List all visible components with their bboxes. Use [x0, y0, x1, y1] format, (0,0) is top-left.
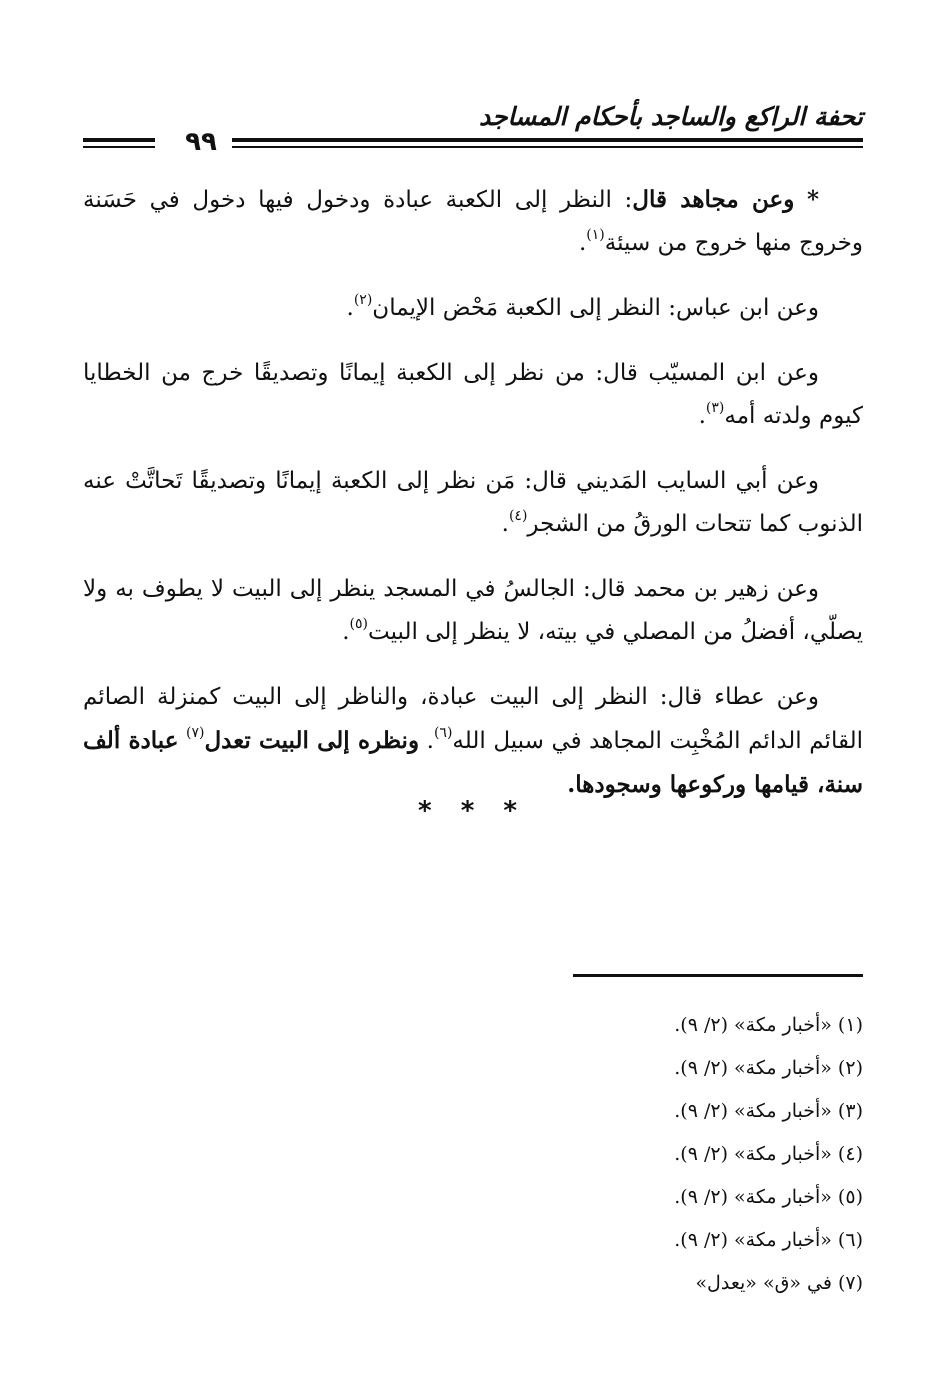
footnote-ref-1[interactable]: (١)	[586, 227, 605, 243]
paragraph-text: وعن ابن المسيّب قال: من نظر إلى الكعبة إيمانًا وتصديقًا خرج من الخطايا كيوم ولدته أمه	[83, 360, 863, 429]
footnote-rule	[573, 974, 863, 977]
paragraph-text: وعن أبي السايب المَديني قال: مَن نظر إلى الكعبة إيمانًا وتصديقًا تَحاتَّتْ عنه الذنوب كما تتحات الورقُ من الشجر	[83, 468, 863, 537]
footnote-ref-6[interactable]: (٦)	[433, 725, 453, 741]
paragraph-end: .	[578, 230, 587, 256]
paragraph-ata	[83, 676, 863, 807]
paragraph-text: وعن عطاء قال: النظر إلى البيت عبادة، والناظر إلى البيت كمنزلة الصائم القائم الدائم المُخْبِت المجاهد في سبيل الله	[83, 684, 863, 754]
paragraph-abu-al-sayib	[83, 460, 863, 546]
footnote-ref-3[interactable]: (٣)	[705, 400, 725, 416]
paragraph-end: .	[698, 403, 706, 429]
footnote-ref-5[interactable]: (٥)	[349, 616, 368, 632]
paragraph-zuhair	[83, 568, 863, 654]
footnote-ref-4[interactable]: (٤)	[508, 508, 528, 524]
paragraph-end: .	[501, 511, 509, 537]
paragraph-mujahid	[83, 178, 863, 265]
header-rule-short	[83, 138, 155, 150]
main-text	[83, 178, 863, 829]
footnote-ref-2[interactable]: (٢)	[353, 292, 373, 308]
page-number: ٩٩	[185, 127, 217, 157]
paragraph-end: .	[426, 728, 434, 754]
bold-phrase-start: ونظره إلى البيت تعدل	[204, 727, 420, 754]
footnote-item: (٤) «أخبار مكة» (٢/ ٩).	[674, 1143, 863, 1165]
running-header-title: تحفة الراكع والساجد بأحكام المساجد	[478, 102, 863, 131]
footnote-item: (٦) «أخبار مكة» (٢/ ٩).	[674, 1229, 863, 1251]
paragraph-end: .	[346, 295, 354, 321]
footnote-item: (٥) «أخبار مكة» (٢/ ٩).	[674, 1186, 863, 1208]
footnotes	[463, 1004, 863, 1305]
footnote-item: (٢) «أخبار مكة» (٢/ ٩).	[674, 1057, 863, 1079]
section-separator: * * *	[418, 796, 527, 826]
paragraph-ibn-abbas	[83, 287, 863, 330]
paragraph-text: وعن زهير بن محمد قال: الجالسُ في المسجد ينظر إلى البيت لا يطوف به ولا يصلّي، أفضلُ من المصلي في بيته، لا ينظر إلى البيت	[83, 576, 863, 645]
paragraph-ibn-musayyib	[83, 352, 863, 438]
header-rule-long	[232, 138, 863, 150]
paragraph-end: .	[342, 619, 350, 645]
paragraph-lead: وعن مجاهد قال	[632, 186, 795, 213]
paragraph-text: : النظر إلى الكعبة عبادة ودخول فيها دخول في حَسَنة وخروج منها خروج من سيئة	[83, 187, 863, 256]
footnote-item: (٧) في «ق» «يعدل»	[695, 1272, 863, 1294]
footnote-item: (٣) «أخبار مكة» (٢/ ٩).	[674, 1100, 863, 1122]
bold-phrase-end: عبادة ألف سنة، قيامها وركوعها وسجودها.	[83, 727, 863, 798]
footnote-item: (١) «أخبار مكة» (٢/ ٩).	[674, 1014, 863, 1036]
footnote-ref-7[interactable]: (٧)	[186, 725, 205, 741]
paragraph-star: *	[806, 186, 820, 213]
paragraph-text: وعن ابن عباس: النظر إلى الكعبة مَحْض الإيمان	[372, 295, 819, 321]
